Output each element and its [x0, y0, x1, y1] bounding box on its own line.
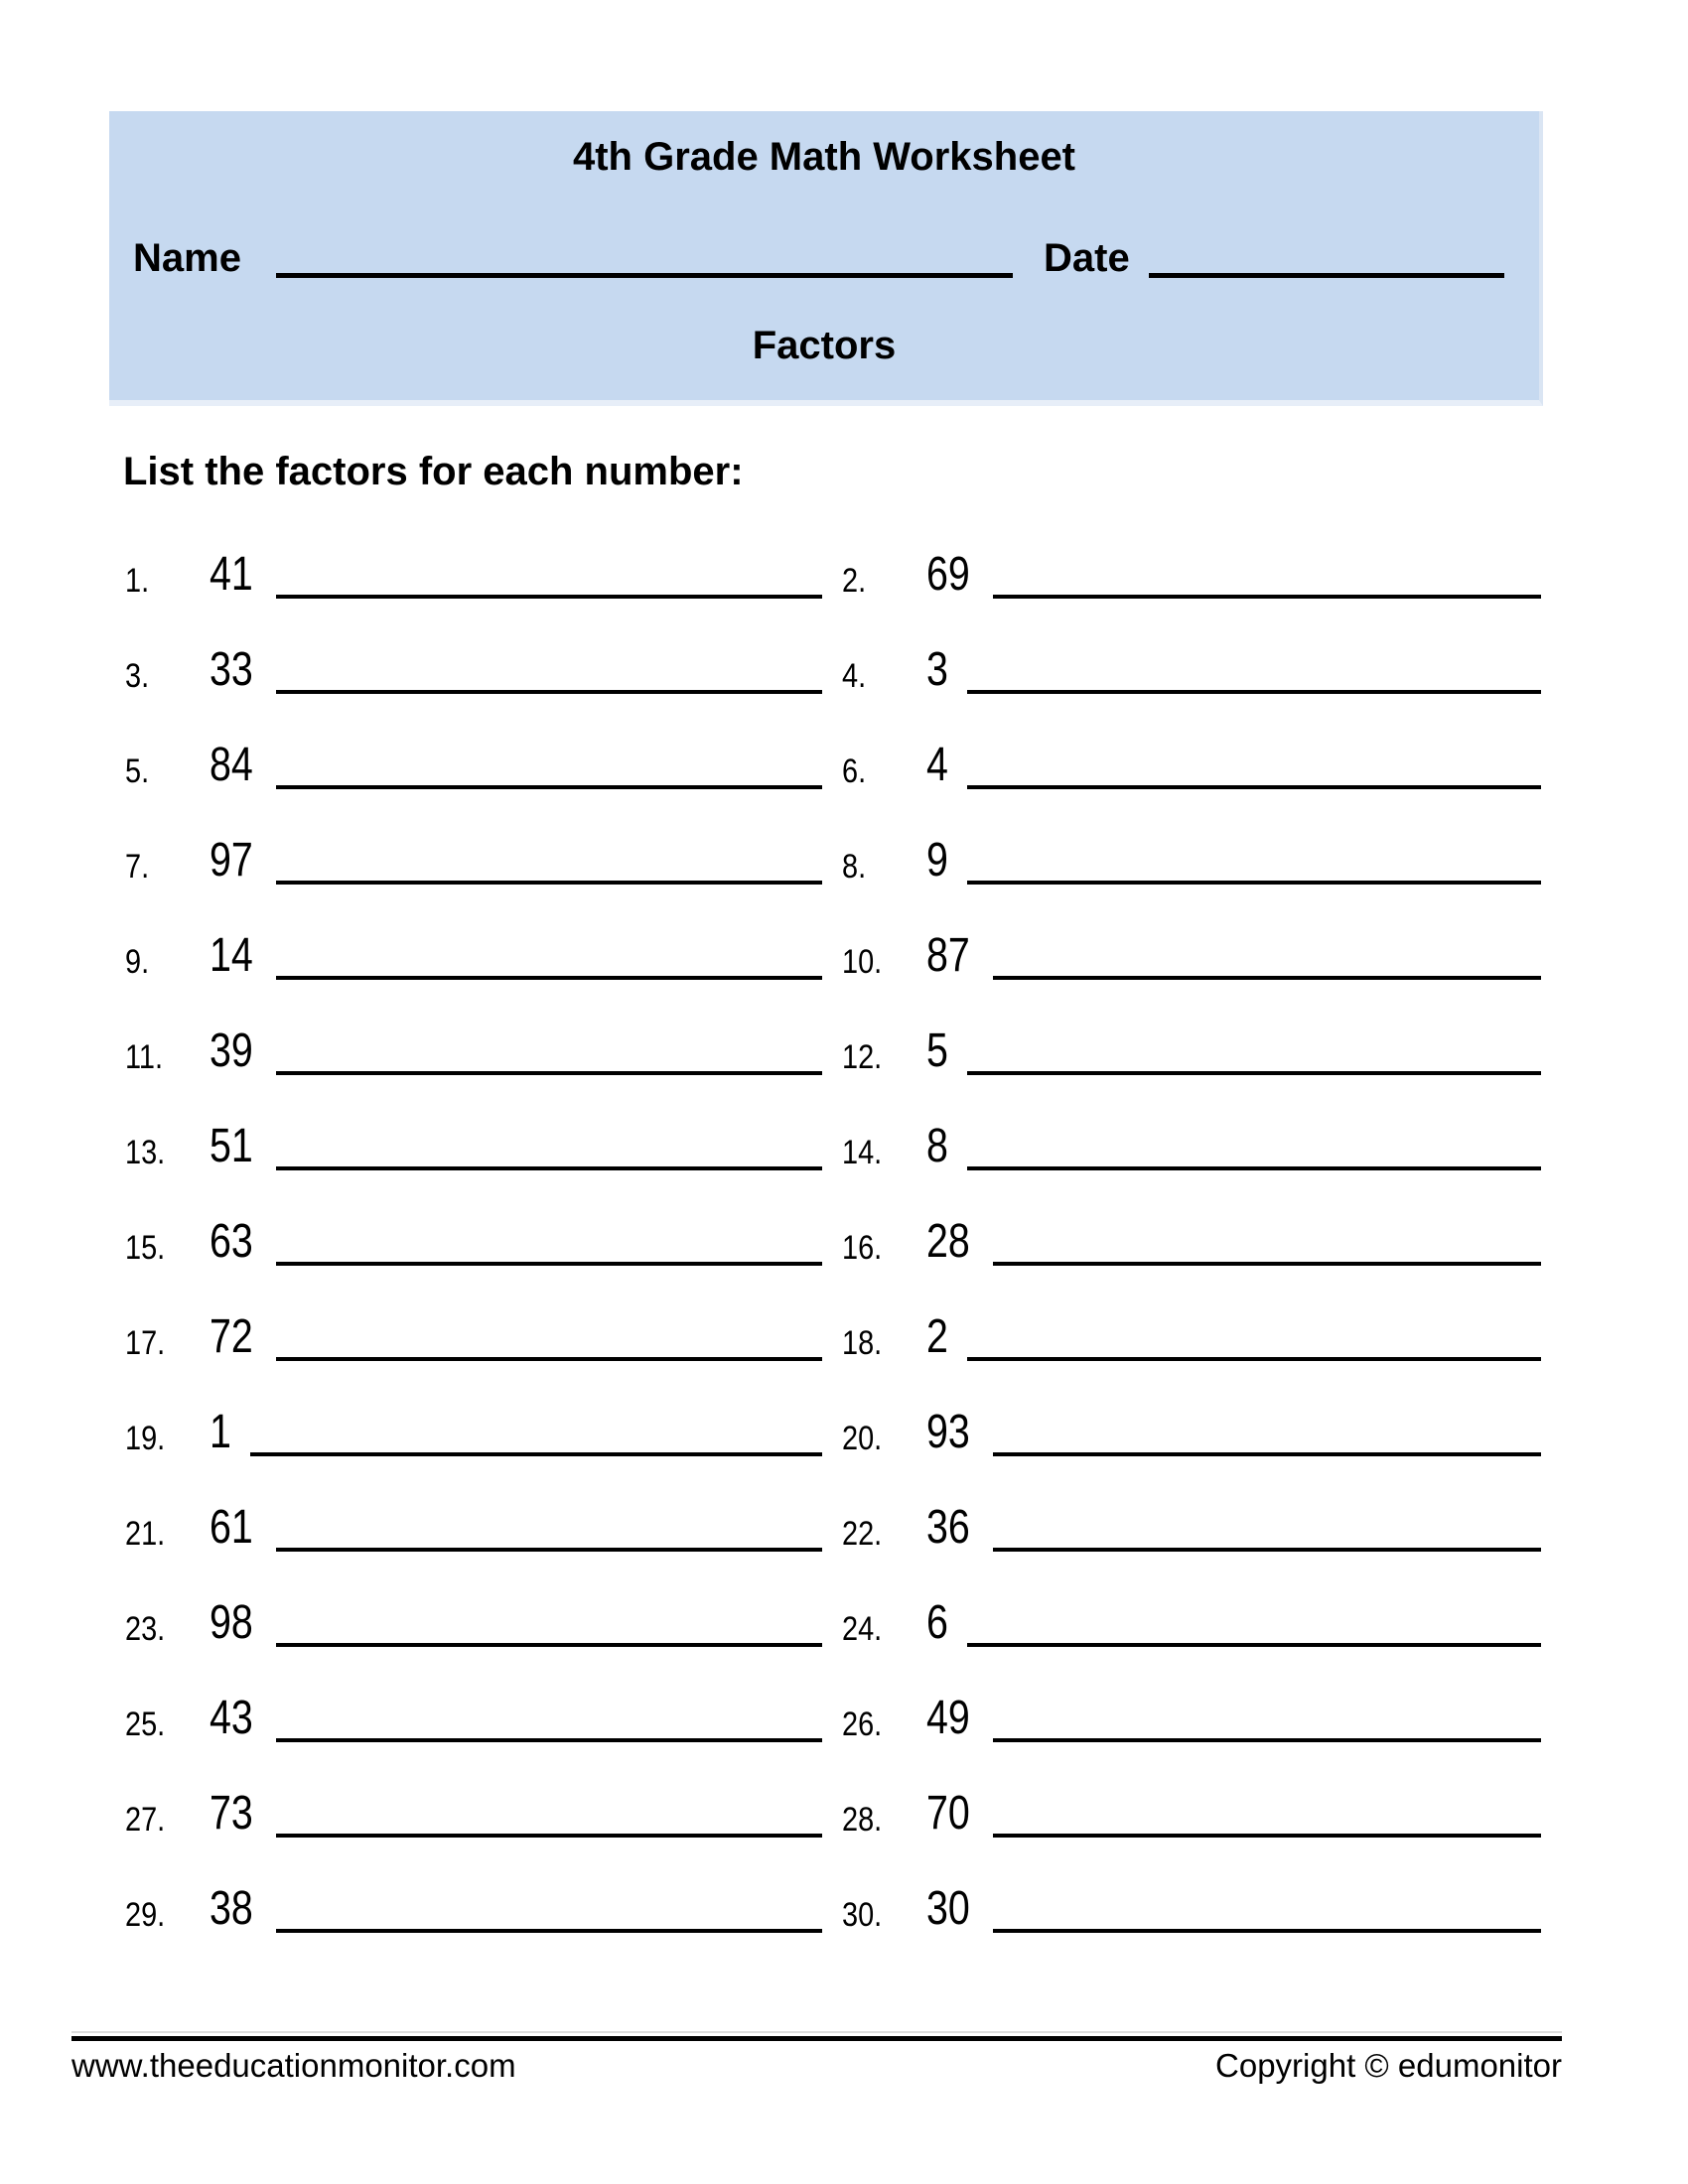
problem-row [842, 1882, 1541, 1935]
problem-row [125, 1310, 822, 1363]
problem-row [125, 739, 822, 791]
problem-row [842, 1024, 1541, 1077]
name-label: Name [133, 236, 241, 280]
problem-row [842, 548, 1541, 601]
problem-index: 11. [125, 1038, 164, 1076]
problem-index: 27. [125, 1801, 166, 1839]
problem-index: 7. [125, 848, 150, 886]
problem-number: 5 [926, 1024, 948, 1077]
problem-index: 20. [842, 1420, 883, 1457]
problem-row [125, 929, 822, 982]
problem-index: 21. [125, 1515, 166, 1553]
problem-index: 14. [842, 1134, 883, 1171]
problem-row [125, 1692, 822, 1744]
problem-index: 25. [125, 1706, 166, 1743]
answer-blank[interactable] [993, 1452, 1541, 1456]
problem-row [842, 1310, 1541, 1363]
footer-copyright: Copyright © edumonitor [1215, 2047, 1562, 2084]
problem-index: 15. [125, 1229, 166, 1267]
problems-grid [125, 548, 1541, 1980]
problem-row [125, 643, 822, 696]
problem-row [842, 739, 1541, 791]
problem-index: 4. [842, 657, 867, 695]
problem-number: 49 [926, 1692, 970, 1744]
answer-blank[interactable] [993, 595, 1541, 599]
problem-index: 17. [125, 1324, 166, 1362]
problem-index: 29. [125, 1896, 166, 1934]
problem-row [842, 1787, 1541, 1840]
problem-row [125, 834, 822, 887]
page-title: 4th Grade Math Worksheet [572, 135, 1076, 179]
footer-website: www.theeducationmonitor.com [71, 2047, 516, 2084]
problem-index: 18. [842, 1324, 883, 1362]
problem-index: 24. [842, 1610, 883, 1648]
problem-row [842, 1120, 1541, 1172]
problem-index: 22. [842, 1515, 883, 1553]
problem-number: 4 [926, 739, 948, 791]
problem-number: 87 [926, 929, 970, 982]
problem-number: 63 [210, 1215, 253, 1268]
problem-index: 9. [125, 943, 150, 981]
problem-index: 6. [842, 752, 867, 790]
instruction-text: List the factors for each number: [123, 450, 744, 493]
problem-number: 43 [210, 1692, 253, 1744]
problem-row [125, 1501, 822, 1554]
problem-number: 98 [210, 1596, 253, 1649]
problem-number: 97 [210, 834, 253, 887]
answer-blank[interactable] [276, 1357, 822, 1361]
problem-number: 8 [926, 1120, 948, 1172]
footer-divider [71, 2036, 1562, 2041]
problem-number: 70 [926, 1787, 970, 1840]
problem-number: 39 [210, 1024, 253, 1077]
problem-number: 84 [210, 739, 253, 791]
problem-number: 38 [210, 1882, 253, 1935]
answer-blank[interactable] [993, 1548, 1541, 1552]
problem-number: 1 [210, 1406, 231, 1458]
answer-blank[interactable] [967, 1166, 1541, 1170]
answer-blank[interactable] [967, 1357, 1541, 1361]
answer-blank[interactable] [276, 881, 822, 885]
answer-blank[interactable] [276, 1643, 822, 1647]
problem-row [842, 1596, 1541, 1649]
problem-number: 41 [210, 548, 253, 601]
answer-blank[interactable] [276, 1834, 822, 1838]
problem-index: 26. [842, 1706, 883, 1743]
answer-blank[interactable] [993, 1929, 1541, 1933]
problem-number: 3 [926, 643, 948, 696]
answer-blank[interactable] [276, 1929, 822, 1933]
answer-blank[interactable] [967, 690, 1541, 694]
answer-blank[interactable] [967, 881, 1541, 885]
problem-row [125, 1406, 822, 1458]
answer-blank[interactable] [276, 785, 822, 789]
footer-divider-light [71, 2031, 1562, 2033]
problem-index: 30. [842, 1896, 883, 1934]
problem-index: 1. [125, 562, 150, 600]
date-label: Date [1044, 236, 1130, 280]
problem-number: 30 [926, 1882, 970, 1935]
problem-row [125, 1215, 822, 1268]
worksheet-header [109, 111, 1543, 406]
problem-number: 2 [926, 1310, 948, 1363]
answer-blank[interactable] [276, 1071, 822, 1075]
problem-number: 73 [210, 1787, 253, 1840]
answer-blank[interactable] [993, 976, 1541, 980]
problem-index: 2. [842, 562, 867, 600]
problem-row [125, 1882, 822, 1935]
problem-row [842, 1215, 1541, 1268]
problem-row [842, 834, 1541, 887]
problem-number: 51 [210, 1120, 253, 1172]
problem-row [842, 1501, 1541, 1554]
problem-number: 33 [210, 643, 253, 696]
answer-blank[interactable] [276, 690, 822, 694]
answer-blank[interactable] [276, 1262, 822, 1266]
problem-row [842, 643, 1541, 696]
name-blank[interactable] [276, 273, 1013, 278]
problem-index: 3. [125, 657, 150, 695]
worksheet-topic: Factors [752, 324, 897, 367]
problem-number: 72 [210, 1310, 253, 1363]
answer-blank[interactable] [967, 1643, 1541, 1647]
problem-index: 10. [842, 943, 883, 981]
problem-index: 12. [842, 1038, 883, 1076]
date-blank[interactable] [1149, 273, 1504, 278]
answer-blank[interactable] [967, 1071, 1541, 1075]
problem-index: 23. [125, 1610, 166, 1648]
problem-row [125, 1787, 822, 1840]
problem-number: 36 [926, 1501, 970, 1554]
answer-blank[interactable] [993, 1738, 1541, 1742]
problem-number: 6 [926, 1596, 948, 1649]
problem-index: 16. [842, 1229, 883, 1267]
answer-blank[interactable] [276, 1166, 822, 1170]
answer-blank[interactable] [276, 1738, 822, 1742]
problem-index: 19. [125, 1420, 166, 1457]
problem-index: 5. [125, 752, 150, 790]
problem-number: 69 [926, 548, 970, 601]
answer-blank[interactable] [993, 1834, 1541, 1838]
problem-row [125, 548, 822, 601]
problem-row [842, 1692, 1541, 1744]
problem-number: 61 [210, 1501, 253, 1554]
answer-blank[interactable] [276, 595, 822, 599]
answer-blank[interactable] [993, 1262, 1541, 1266]
problem-number: 14 [210, 929, 253, 982]
answer-blank[interactable] [276, 1548, 822, 1552]
problem-number: 28 [926, 1215, 970, 1268]
problem-index: 13. [125, 1134, 166, 1171]
problem-row [125, 1596, 822, 1649]
problem-number: 93 [926, 1406, 970, 1458]
answer-blank[interactable] [276, 976, 822, 980]
answer-blank[interactable] [967, 785, 1541, 789]
problem-row [842, 1406, 1541, 1458]
problem-index: 8. [842, 848, 867, 886]
problem-row [125, 1024, 822, 1077]
problem-index: 28. [842, 1801, 883, 1839]
problem-number: 9 [926, 834, 948, 887]
problem-row [842, 929, 1541, 982]
answer-blank[interactable] [250, 1452, 822, 1456]
problem-row [125, 1120, 822, 1172]
